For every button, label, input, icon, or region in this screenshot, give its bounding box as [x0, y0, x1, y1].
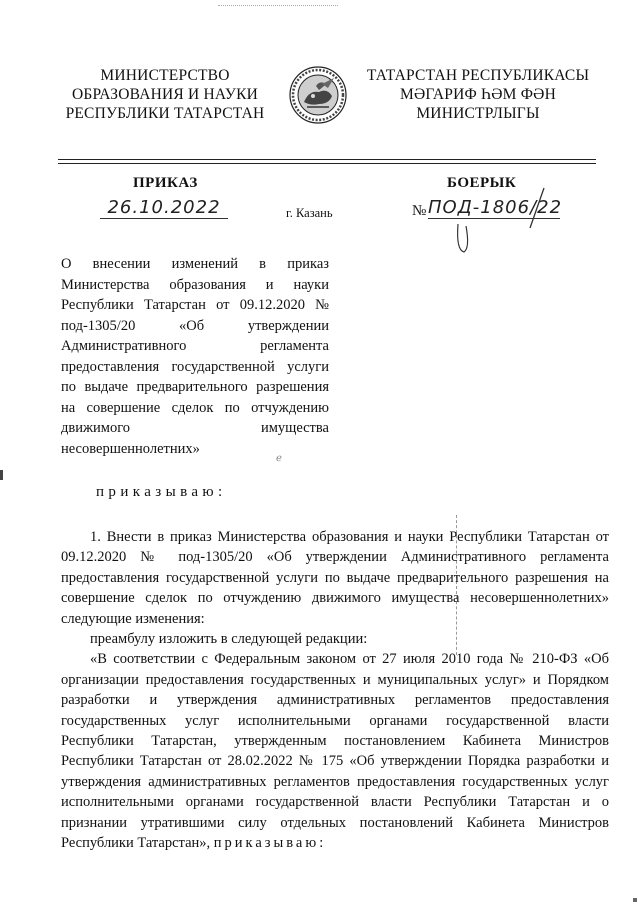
- ministry-name-ru-line: МИНИСТЕРСТВО: [100, 67, 230, 84]
- city-label: г. Казань: [286, 206, 333, 220]
- scan-artifact: ℯ: [276, 453, 282, 464]
- order-title-ru: ПРИКАЗ: [133, 175, 198, 191]
- ministry-name-ru-line: РЕСПУБЛИКИ ТАТАРСТАН: [65, 105, 265, 122]
- ministry-name-ru: [52, 66, 278, 123]
- scan-artifact: [633, 898, 637, 902]
- ministry-name-tt: [362, 66, 594, 123]
- order-body: [61, 527, 609, 854]
- tatarstan-emblem-icon: [289, 66, 347, 124]
- scan-artifact: [218, 5, 338, 7]
- order-directive: приказываю:: [96, 484, 227, 500]
- number-sign: №: [412, 203, 427, 219]
- body-paragraph: преамбулу изложить в следующей редакции:: [90, 631, 368, 648]
- ministry-name-tt-line: МИНИСТРЛЫГЫ: [416, 105, 540, 122]
- handwriting-flourish-icon: [418, 180, 568, 260]
- scan-artifact: [0, 470, 3, 480]
- body-paragraph: [61, 649, 609, 853]
- handwritten-order-number: ПОД-1806/22: [428, 197, 563, 218]
- order-directive-inline: приказываю:: [213, 835, 327, 852]
- header-divider: [58, 163, 596, 164]
- handwritten-date: 26.10.2022: [100, 197, 228, 219]
- ministry-name-tt-line: ТАТАРСТАН РЕСПУБЛИКАСЫ: [366, 67, 590, 84]
- order-subject: О внесении изменений в приказ Министерства образования и науки Республики Татарстан от 09.12.2020 № под-1305/20 «Об утверждении Административного регламента предоставления государственной услуги по выдаче предварительного разрешения на совершение сделок по отчуждению движимого имущества несовершеннолетних»: [61, 256, 329, 457]
- header-divider: [58, 159, 596, 160]
- order-title-tt: БОЕРЫК: [447, 175, 517, 191]
- ministry-name-tt-line: МӘГАРИФ ҺӘМ ФӘН: [400, 86, 556, 103]
- body-paragraph-text: «В соответствии с Федеральным законом от 27 июля 2010 года № 210-ФЗ «Об организации предоставления государственных и муниципальных услуг» и Порядком разработки и утверждения административных регламентов предоставления государственных услуг исполнительными органами государственной власти Республики Татарстан, утвержденным постановлением Кабинета Министров Республики Татарстан от 28.02.2022 № 175 «Об утверждении Порядка разработки и утверждения административных регламентов предоставления государственных услуг исполнительными органами государственной власти Республики Татарстан и о признании утратившими силу отдельных постановлений Кабинета Министров Республики Татарстан»,: [61, 651, 609, 852]
- body-paragraph: 1. Внести в приказ Министерства образования и науки Республики Татарстан от 09.12.2020 № под-1305/20 «Об утверждении Административного регламента предоставления государственной услуги по выдаче предварительного разрешения на совершение сделок по отчуждению движимого имущества несовершеннолетних» следующие изменения:: [61, 529, 609, 627]
- ministry-name-ru-line: ОБРАЗОВАНИЯ И НАУКИ: [71, 86, 259, 103]
